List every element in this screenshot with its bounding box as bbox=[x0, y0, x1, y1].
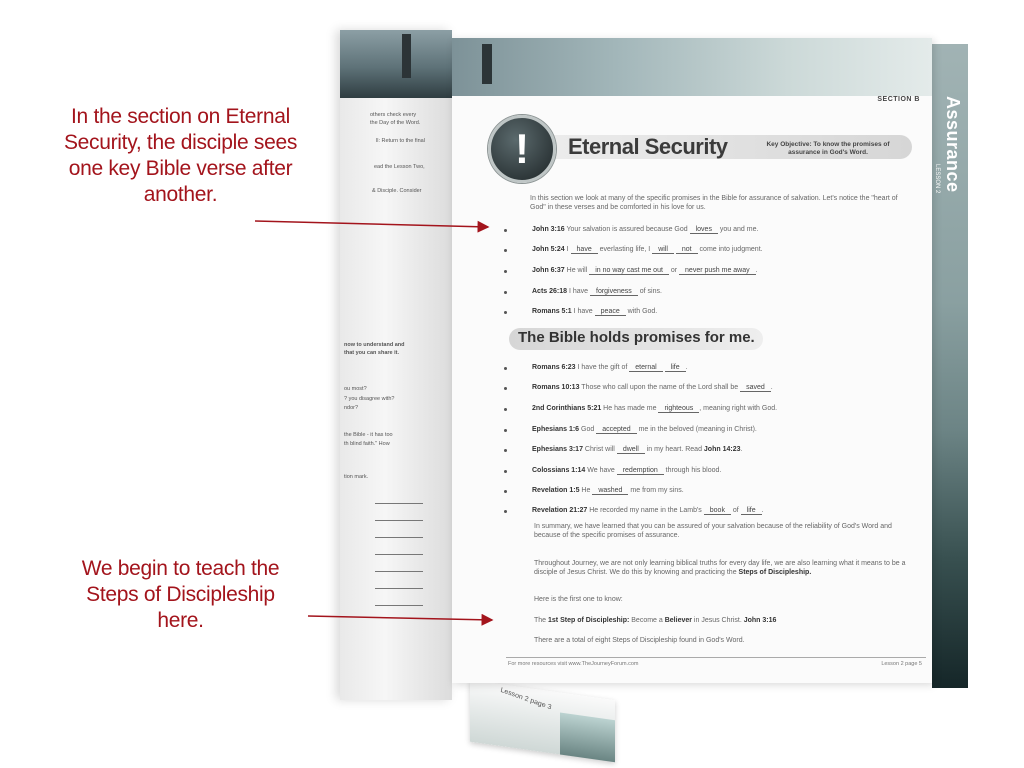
verse-text: . bbox=[740, 446, 743, 453]
verse-text: He will bbox=[564, 267, 590, 274]
verse-text: I have bbox=[571, 308, 595, 315]
left-text: ? you disagree with? bbox=[344, 396, 395, 402]
verse-text: me in the beloved (meaning in Christ). bbox=[636, 426, 757, 433]
key-objective: Key Objective: To know the promises of assurance in God's Word. bbox=[766, 141, 890, 156]
fill-in-answer: redemption bbox=[617, 467, 664, 475]
verse-text: I have the gift of bbox=[575, 364, 630, 371]
verse-reference: John 14:23 bbox=[703, 446, 741, 453]
fill-in-answer: washed bbox=[592, 487, 628, 495]
left-text: now to understand and bbox=[344, 342, 405, 348]
left-text: the Bible - it has too bbox=[344, 432, 393, 438]
verse-text: , meaning right with God. bbox=[699, 405, 778, 412]
verse-reference: Colossians 1:14 bbox=[532, 467, 586, 474]
fill-in-answer: book bbox=[704, 507, 731, 515]
left-text: ndor? bbox=[344, 405, 359, 411]
exclamation-icon: ! bbox=[488, 115, 556, 183]
curl-page-number: Lesson 2 page 3 bbox=[499, 686, 552, 712]
verse-reference: John 6:37 bbox=[532, 267, 565, 274]
left-text: ll: Return to the final bbox=[376, 138, 425, 144]
verse-reference: Acts 26:18 bbox=[532, 288, 568, 295]
verse-reference: Romans 5:1 bbox=[532, 308, 572, 315]
fill-in-answer: forgiveness bbox=[590, 288, 638, 296]
fill-in-answer: never push me away bbox=[679, 267, 756, 275]
fill-in-answer: eternal bbox=[629, 364, 662, 372]
verse-text: We have bbox=[585, 467, 617, 474]
verse-reference: John 3:16 bbox=[532, 226, 565, 233]
fill-in-answer: in no way cast me out bbox=[589, 267, 669, 275]
verse-text: everlasting life, I bbox=[597, 246, 653, 253]
verse-text: . bbox=[755, 267, 758, 274]
verse-text: through his blood. bbox=[663, 467, 722, 474]
section-label: SECTION B bbox=[877, 96, 920, 103]
fill-in-answer: life bbox=[741, 507, 762, 515]
left-text: others check every bbox=[370, 112, 417, 118]
verse-reference: Ephesians 3:17 bbox=[532, 446, 583, 453]
verse-text: or bbox=[668, 267, 680, 274]
fill-in-answer: righteous bbox=[658, 405, 699, 413]
fill-in-answer: will bbox=[652, 246, 674, 254]
side-title: Assurance bbox=[943, 96, 963, 193]
fill-in-answer: have bbox=[571, 246, 598, 254]
verse-text: I bbox=[564, 246, 571, 253]
left-text: & Disciple. Consider bbox=[372, 188, 422, 194]
verse-text: come into judgment. bbox=[697, 246, 763, 253]
fill-in-answer: not bbox=[676, 246, 698, 254]
verse-text: Your salvation is assured because God bbox=[564, 226, 690, 233]
left-text: th blind faith." How bbox=[344, 441, 390, 447]
verse-reference: Revelation 1:5 bbox=[532, 487, 580, 494]
verse-text: . bbox=[761, 507, 764, 514]
left-text: ead the Lesson Two, bbox=[374, 164, 425, 170]
verse-text: I have bbox=[567, 288, 590, 295]
verse-reference: Revelation 21:27 bbox=[532, 507, 588, 514]
verse-reference: John 5:24 bbox=[532, 246, 565, 253]
verse-reference: Ephesians 1:6 bbox=[532, 426, 580, 433]
side-subtitle: LESSON 2 bbox=[934, 164, 940, 194]
fill-in-answer: saved bbox=[740, 384, 771, 392]
verse-text: in my heart. Read bbox=[644, 446, 704, 453]
verse-text: Those who call upon the name of the Lord shall be bbox=[579, 384, 741, 391]
verse-text: . bbox=[770, 384, 773, 391]
footer-page-number: Lesson 2 page 5 bbox=[881, 661, 922, 667]
first-step-text: The 1st Step of Discipleship: Become a Believer in Jesus Christ. John 3:16 bbox=[534, 617, 777, 624]
verse-reference: 2nd Corinthians 5:21 bbox=[532, 405, 602, 412]
verse-text: of sins. bbox=[637, 288, 662, 295]
journey-paragraph: Throughout Journey, we are not only learning biblical truths for every day life, we are also learning what it means to be a disciple of Jesus Christ. We do this by knowing and practicing the Steps of Discipleship. bbox=[534, 560, 906, 576]
fill-in-answer: peace bbox=[595, 308, 626, 316]
top-arrow bbox=[255, 221, 488, 227]
total-steps-text: There are a total of eight Steps of Discipleship found in God's Word. bbox=[534, 637, 745, 644]
left-text: the Day of the Word. bbox=[370, 120, 421, 126]
verse-text: . bbox=[685, 364, 688, 371]
verse-reference: Romans 6:23 bbox=[532, 364, 576, 371]
footer-website: For more resources visit www.TheJourneyForum.com bbox=[508, 661, 639, 667]
fill-in-answer: life bbox=[665, 364, 686, 372]
callout-eternal-security: In the section on Eternal Security, the disciple sees one key Bible verse after another. bbox=[63, 105, 298, 206]
verse-reference: Romans 10:13 bbox=[532, 384, 580, 391]
summary-paragraph: In summary, we have learned that you can be assured of your salvation because of the reliability of God's Word and because of the specific promises of assurance. bbox=[534, 523, 892, 539]
verse-text: of bbox=[730, 507, 741, 514]
verse-text: He recorded my name in the Lamb's bbox=[587, 507, 704, 514]
left-text: ou most? bbox=[344, 386, 367, 392]
verse-text: you and me. bbox=[717, 226, 759, 233]
left-text: tion mark. bbox=[344, 474, 369, 480]
verse-text: me from my sins. bbox=[628, 487, 684, 494]
verse-text: God bbox=[579, 426, 597, 433]
section-subtitle: The Bible holds promises for me. bbox=[518, 329, 755, 346]
first-one-text: Here is the first one to know: bbox=[534, 596, 623, 603]
verse-text: He has made me bbox=[601, 405, 659, 412]
fill-in-answer: dwell bbox=[617, 446, 645, 454]
verse-text: Christ will bbox=[582, 446, 617, 453]
verse-text: with God. bbox=[625, 308, 658, 315]
intro-paragraph: In this section we look at many of the specific promises in the Bible for assurance of salvation. Let's notice the "heart of God" in these verses and be comforted in his love for us. bbox=[530, 195, 898, 211]
fill-in-answer: loves bbox=[690, 226, 718, 234]
page-title: Eternal Security bbox=[568, 134, 728, 159]
verse-text: He bbox=[579, 487, 593, 494]
callout-steps-of-discipleship: We begin to teach the Steps of Discipleship here. bbox=[81, 557, 280, 632]
left-text: that you can share it. bbox=[344, 350, 400, 356]
fill-in-answer: accepted bbox=[596, 426, 636, 434]
bottom-arrow bbox=[308, 616, 492, 620]
